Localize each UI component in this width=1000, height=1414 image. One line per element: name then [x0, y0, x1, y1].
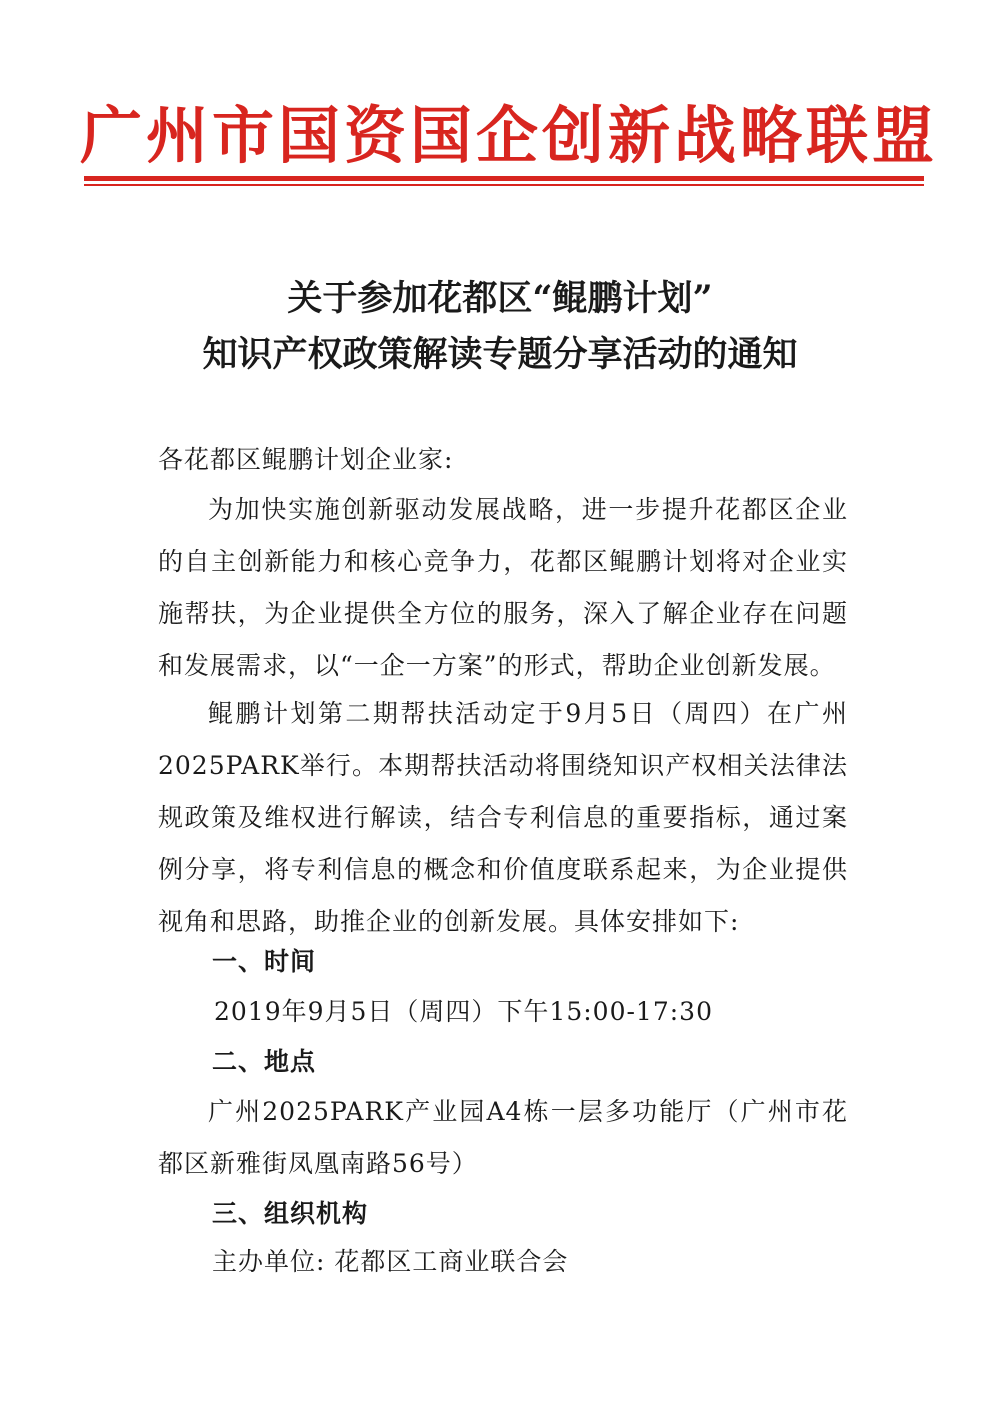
- salutation: 各花都区鲲鹏计划企业家:: [158, 445, 454, 474]
- section-content-time: 2019年9月5日（周四）下午15:00-17:30: [214, 997, 713, 1026]
- notice-title-line2: 知识产权政策解读专题分享活动的通知: [202, 334, 798, 375]
- section-content-organizer: 主办单位: 花都区工商业联合会: [212, 1247, 569, 1276]
- section-heading-time: 一、时间: [212, 947, 317, 976]
- section-heading-place: 二、地点: [212, 1047, 317, 1076]
- section-heading-organizer: 三、组织机构: [212, 1199, 369, 1228]
- notice-title-line1: 关于参加花都区“鲲鹏计划”: [287, 278, 713, 319]
- paragraph-activity: 鲲鹏计划第二期帮扶活动定于9月5日（周四）在广州2025PARK举行。本期帮扶活动将围绕知识产权相关法律法规政策及维权进行解读，结合专利信息的重要指标，通过案例分享，将专利信息的概念和价值度联系起来，为企业提供视角和思路，助推企业的创新发展。具体安排如下:: [158, 699, 848, 936]
- section-content-place: 广州2025PARK产业园A4栋一层多功能厅（广州市花都区新雅街凤凰南路56号）: [158, 1097, 848, 1178]
- letterhead-rule-thick: [84, 176, 924, 181]
- paragraph-intro: 为加快实施创新驱动发展战略，进一步提升花都区企业的自主创新能力和核心竞争力，花都区鲲鹏计划将对企业实施帮扶，为企业提供全方位的服务，深入了解企业存在问题和发展需求，以“一企一方案”的形式，帮助企业创新发展。: [158, 495, 848, 680]
- letterhead-org-name: 广州市国资国企创新战略联盟: [80, 99, 939, 172]
- letterhead-rule-thin: [84, 184, 924, 186]
